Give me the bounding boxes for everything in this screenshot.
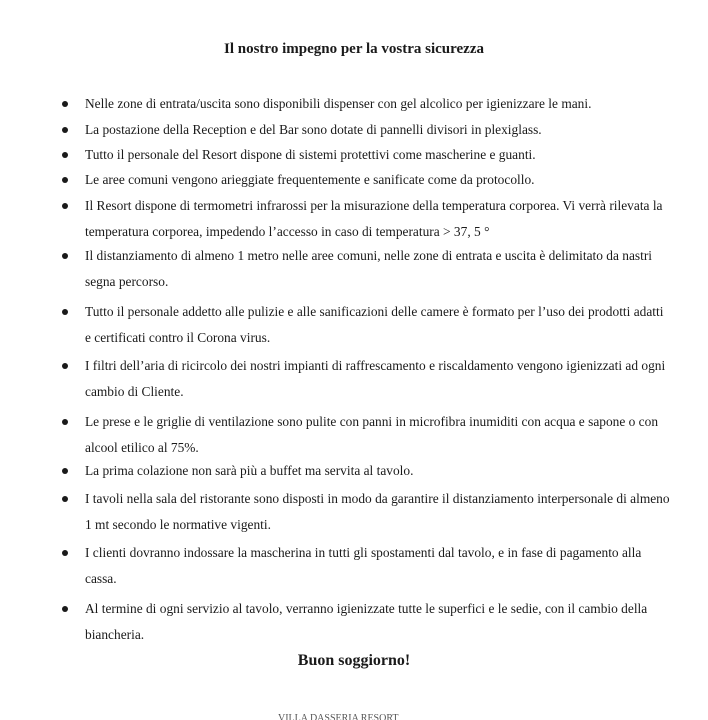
list-item bbox=[62, 193, 672, 244]
list-item-text: Le prese e le griglie di ventilazione sono pulite con panni in microfibra inumiditi con acqua e sapone o con alcool etilico al 75%. bbox=[85, 414, 659, 455]
list-item-text: I tavoli nella sala del ristorante sono disposti in modo da garantire il distanziamento interpersonale di almeno 1 mt secondo le normative vigenti. bbox=[85, 491, 670, 532]
bullet-icon bbox=[62, 606, 68, 612]
list-item bbox=[62, 353, 672, 404]
list-item-text: Tutto il personale addetto alle pulizie e alle sanificazioni delle camere è formato per l’uso dei prodotti adatti e certificati contro il Corona virus. bbox=[85, 304, 664, 345]
list-item-text: I clienti dovranno indossare la mascherina in tutti gli spostamenti dal tavolo, e in fase di pagamento alla cassa. bbox=[85, 545, 642, 586]
list-item bbox=[62, 243, 672, 294]
list-item-text: Tutto il personale del Resort dispone di sistemi protettivi come mascherine e guanti. bbox=[85, 147, 536, 162]
list-item-text: I filtri dell’aria di ricircolo dei nostri impianti di raffrescamento e riscaldamento vengono igienizzati ad ogni cambio di Cliente. bbox=[85, 358, 666, 399]
bullet-icon bbox=[62, 363, 68, 369]
bullet-icon bbox=[62, 127, 68, 133]
bullet-icon bbox=[62, 203, 68, 209]
bullet-icon bbox=[62, 253, 68, 259]
list-item bbox=[62, 458, 672, 484]
bullet-icon bbox=[62, 309, 68, 315]
list-item bbox=[62, 409, 672, 460]
list-item-text: La prima colazione non sarà più a buffet ma servita al tavolo. bbox=[85, 463, 414, 478]
list-item bbox=[62, 142, 672, 168]
footer-cutoff bbox=[278, 713, 428, 720]
list-item-text: Il distanziamento di almeno 1 metro nelle aree comuni, nelle zone di entrata e uscita è delimitato da nastri segna percorso. bbox=[85, 248, 653, 289]
bullet-icon bbox=[62, 496, 68, 502]
bullet-icon bbox=[62, 468, 68, 474]
list-item bbox=[62, 299, 672, 350]
bullet-icon bbox=[62, 152, 68, 158]
list-item bbox=[62, 167, 672, 193]
list-item bbox=[62, 91, 672, 117]
list-item bbox=[62, 486, 672, 537]
page-title: Il nostro impegno per la vostra sicurezza bbox=[224, 41, 484, 57]
list-item-text: Al termine di ogni servizio al tavolo, verranno igienizzate tutte le superfici e le sedie, con il cambio della biancheria. bbox=[85, 601, 648, 642]
bullet-icon bbox=[62, 550, 68, 556]
list-item-text: Le aree comuni vengono arieggiate frequentemente e sanificate come da protocollo. bbox=[85, 172, 535, 187]
bullet-icon bbox=[62, 101, 68, 107]
bullet-icon bbox=[62, 419, 68, 425]
closing-greeting: Buon soggiorno! bbox=[297, 652, 411, 669]
list-item bbox=[62, 596, 672, 647]
bullet-icon bbox=[62, 177, 68, 183]
list-item-text: La postazione della Reception e del Bar sono dotate di pannelli divisori in plexiglass. bbox=[85, 122, 542, 137]
list-item-text: Il Resort dispone di termometri infrarossi per la misurazione della temperatura corporea. Vi verrà rilevata la temperatura corporea, impedendo l’accesso in caso di temperatura > 37, 5 ° bbox=[85, 198, 663, 239]
list-item bbox=[62, 117, 672, 143]
list-item-text: Nelle zone di entrata/uscita sono disponibili dispenser con gel alcolico per igienizzare le mani. bbox=[85, 96, 592, 111]
list-item bbox=[62, 540, 672, 591]
footer-cutoff-text: VILLA DASSERIA RESORT bbox=[278, 713, 399, 720]
